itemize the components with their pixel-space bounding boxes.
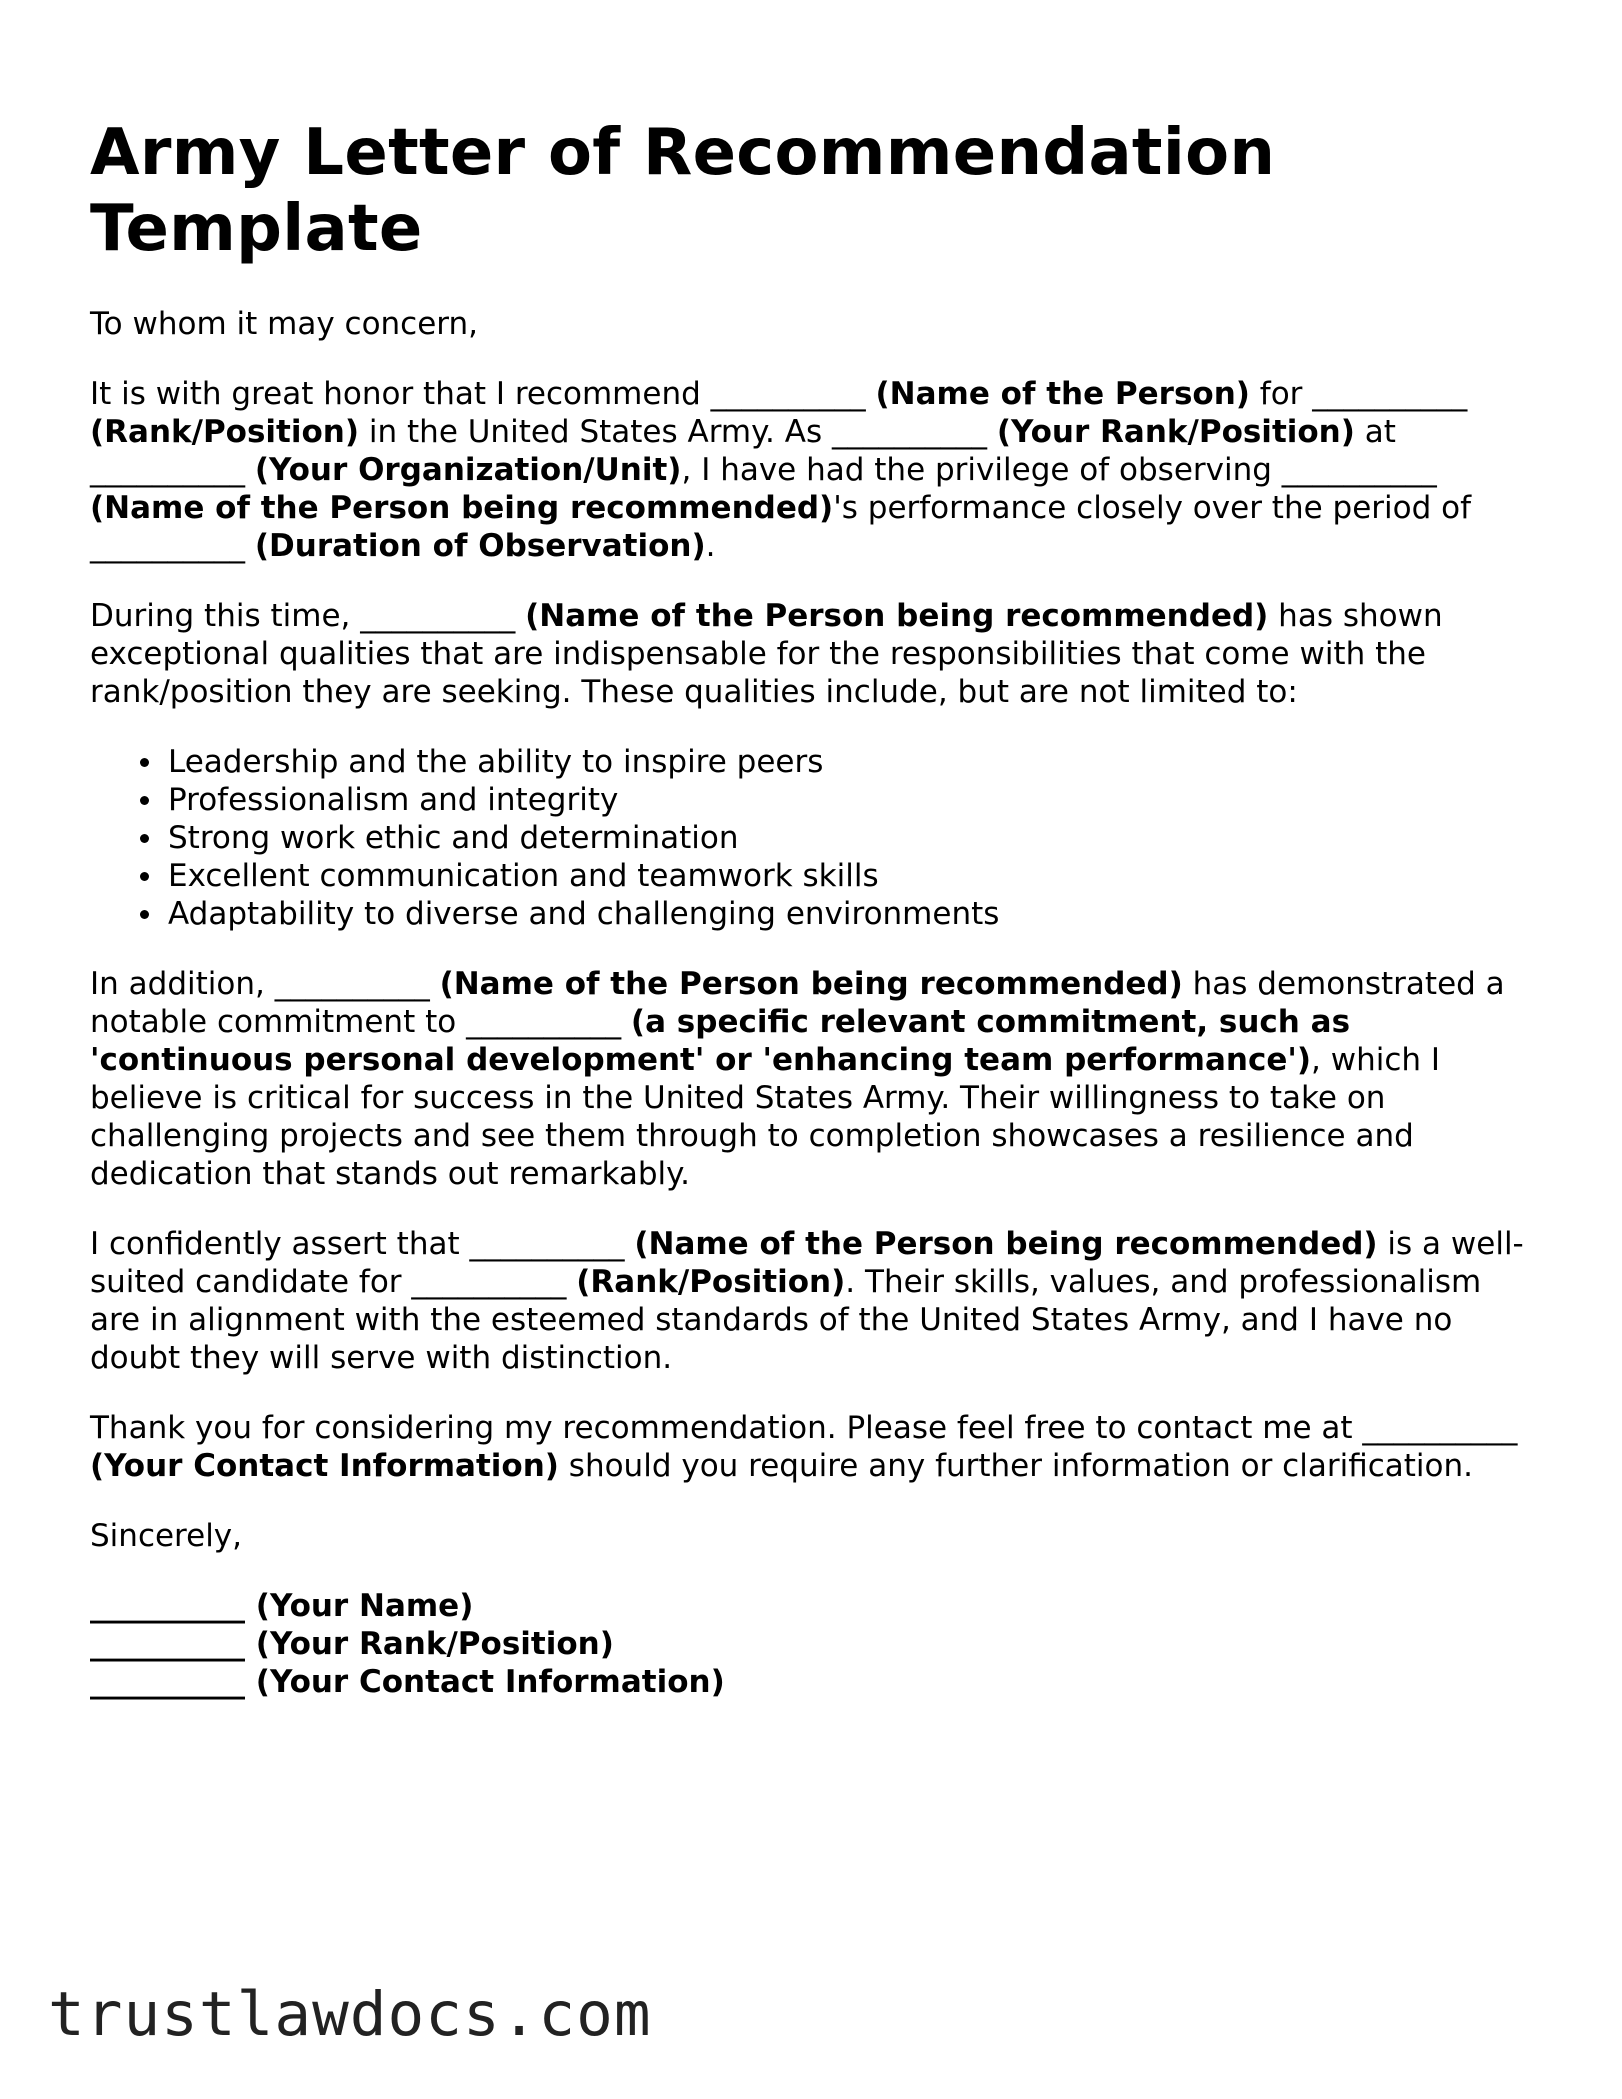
letter-page [90, 0, 1530, 1701]
blank-line: __________ [1362, 1410, 1518, 1446]
blank-line: __________ [1312, 376, 1468, 412]
paragraph-commitment: In addition, __________ (Name of the Person being recommended) has demonstrated a notable commitment to __________ (a specific relevant commitment, such as 'continuous personal development' or 'enhancing team performance'), which I believe is critical for success in the United States Army. Their willingness to take on challenging projects and see them through to completion showcases a resilience and dedication that stands out remarkably. [90, 966, 1505, 1192]
blank-line: __________ [360, 598, 516, 634]
page-title: Army Letter of Recommendation Template [90, 116, 1276, 266]
signature-block [90, 1587, 1530, 1701]
blank-line: __________ [90, 1588, 245, 1624]
blank-line: __________ [90, 452, 245, 488]
paragraph-introduction: It is with great honor that I recommend __________ (Name of the Person) for __________ (Rank/Position) in the United States Army. As __________ (Your Rank/Position) at __________ (Your Organization/Unit), I have had the privilege of observing __________ (Name of the Person being recommended)'s performance closely over the period of __________ (Duration of Observation). [90, 376, 1472, 564]
list-item: Professionalism and integrity [168, 781, 1530, 819]
list-item: Leadership and the ability to inspire peers [168, 743, 1530, 781]
blank-line: __________ [466, 1004, 622, 1040]
paragraph-qualities-intro: During this time, __________ (Name of the Person being recommended) has shown exceptional qualities that are indispensable for the responsibilities that come with the rank/position they are seeking. These qualities include, but are not limited to: [90, 598, 1443, 710]
blank-line: __________ [411, 1264, 567, 1300]
blank-line: __________ [90, 1626, 245, 1662]
list-item: Excellent communication and teamwork skills [168, 857, 1530, 895]
site-watermark: trustlawdocs.com [48, 1979, 652, 2050]
list-item: Adaptability to diverse and challenging environments [168, 895, 1530, 933]
blank-line: __________ [469, 1226, 625, 1262]
greeting: To whom it may concern, [90, 306, 478, 342]
qualities-list [90, 743, 1530, 933]
blank-line: __________ [831, 414, 987, 450]
closing: Sincerely, [90, 1518, 243, 1554]
list-item: Strong work ethic and determination [168, 819, 1530, 857]
blank-line: __________ [90, 1664, 245, 1700]
blank-line: __________ [710, 376, 866, 412]
blank-line: __________ [274, 966, 430, 1002]
signature-rank: __________ (Your Rank/Position) [90, 1626, 614, 1662]
paragraph-assertion: I confidently assert that __________ (Name of the Person being recommended) is a well-suited candidate for __________ (Rank/Position). Their skills, values, and professionalism are in alignment with the esteemed standards of the United States Army, and I have no doubt they will serve with distinction. [90, 1226, 1524, 1376]
blank-line: __________ [90, 528, 245, 564]
blank-line: __________ [1281, 452, 1437, 488]
signature-name: __________ (Your Name) [90, 1588, 474, 1624]
paragraph-thanks: Thank you for considering my recommendation. Please feel free to contact me at __________ (Your Contact Information) should you require any further information or clarification. [90, 1410, 1518, 1484]
signature-contact: __________ (Your Contact Information) [90, 1664, 725, 1700]
